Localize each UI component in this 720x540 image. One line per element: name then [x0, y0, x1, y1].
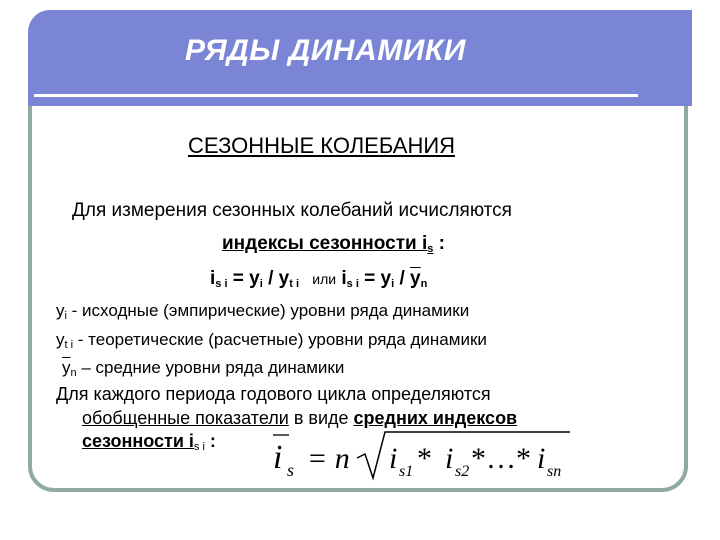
formula-sub: i — [259, 278, 263, 290]
formula-sub: t i — [289, 278, 299, 290]
title-underline — [34, 94, 638, 97]
paragraph-line-3 — [82, 431, 216, 452]
seasonality-index-sub: s — [427, 243, 434, 255]
definition-yn — [62, 358, 344, 378]
formula-i: i — [210, 268, 216, 289]
definition-yti — [56, 330, 487, 350]
average-indices: средних индексов — [353, 408, 518, 428]
formula-sub: n — [420, 278, 428, 290]
formula-eq: = y — [227, 268, 260, 289]
intro-line-1: Для измерения сезонных колебаний исчисляются — [72, 200, 512, 221]
formula-ybar: $\overline{y}$ — [410, 268, 421, 289]
formula-i: i — [336, 268, 347, 289]
paragraph-line-2 — [82, 408, 517, 429]
def-var: y — [56, 301, 65, 320]
intro-line-2-end: : — [433, 233, 445, 254]
formula-slash: / — [394, 268, 411, 289]
definition-yi — [56, 301, 469, 321]
formula-sn: sn — [547, 463, 562, 480]
def-sub: n — [70, 367, 77, 379]
index-formula-line — [210, 268, 427, 290]
section-subtitle: СЕЗОННЫЕ КОЛЕБАНИЯ — [188, 133, 456, 158]
seasonality-index-term: индексы сезонности i — [222, 233, 428, 254]
para-end: : — [204, 431, 216, 451]
slide-title: РЯДЫ ДИНАМИКИ — [185, 34, 466, 67]
average-seasonality-formula — [265, 428, 575, 486]
formula-isn: i — [537, 442, 546, 475]
formula-sub: s i — [346, 278, 359, 290]
intro-line-2 — [222, 233, 445, 255]
formula-dots: *…* — [471, 442, 531, 475]
formula-star: * — [417, 442, 432, 475]
def-text: – средние уровни ряда динамики — [76, 358, 345, 377]
seasonality-term: сезонности i — [82, 431, 194, 451]
para-sub: s i — [193, 441, 205, 453]
paragraph-text: в виде — [288, 408, 354, 428]
or-word: или — [312, 271, 337, 287]
paragraph-line-1: Для каждого периода годового цикла определяются — [56, 384, 491, 404]
def-text: - исходные (эмпирические) уровни ряда динамики — [66, 301, 470, 320]
def-sub: t i — [64, 339, 74, 351]
formula-slash: / y — [262, 268, 290, 289]
formula-s2: s2 — [455, 463, 470, 480]
formula-i: i — [273, 439, 283, 476]
formula-s: s — [287, 460, 295, 480]
def-var: y — [56, 330, 65, 349]
formula-eq-n: = n — [307, 442, 350, 475]
generalized-indicators: обобщенные показатели — [82, 408, 289, 428]
formula-sub: s i — [215, 278, 228, 290]
def-sub: i — [64, 310, 67, 322]
def-var: $\overline{y}$ — [62, 358, 71, 377]
def-text: - теоретические (расчетные) уровни ряда динамики — [73, 330, 487, 349]
formula-eq: = y — [358, 268, 392, 289]
formula-s1: s1 — [399, 463, 414, 480]
formula-is1: i — [389, 442, 398, 475]
formula-sub: i — [391, 278, 395, 290]
formula-is2: i — [445, 442, 454, 475]
